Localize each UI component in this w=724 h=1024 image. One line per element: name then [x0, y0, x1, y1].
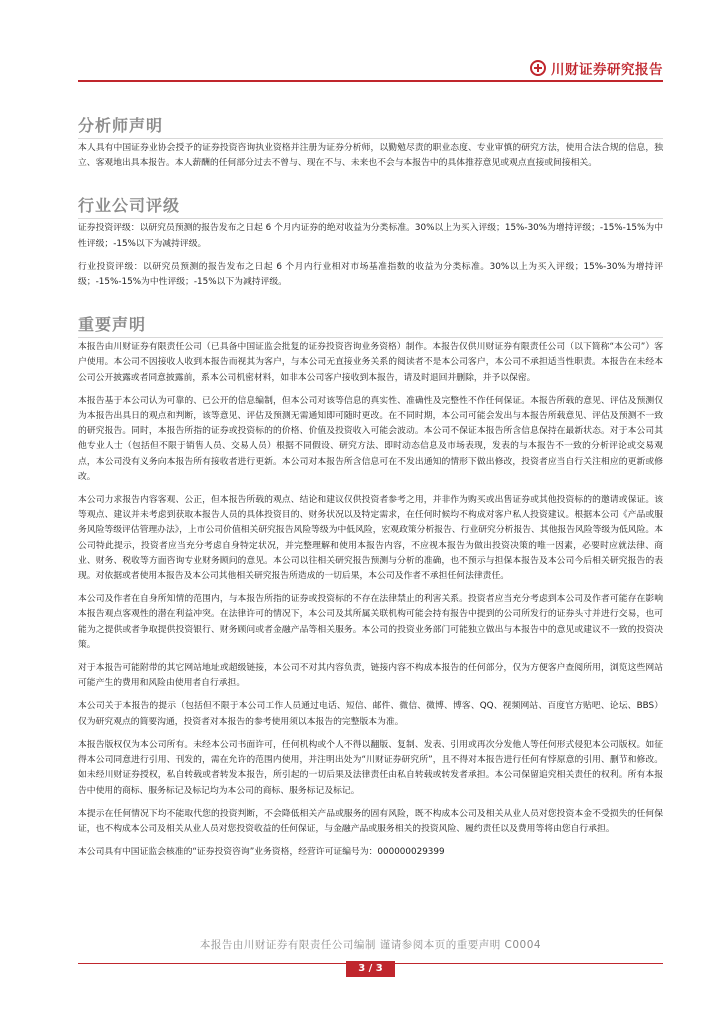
brand-logo [530, 58, 663, 78]
brand-name: 川财证券研究报告 [551, 62, 663, 78]
disclaimer-paragraph: 本公司及作者在自身所知情的范围内，与本报告所指的证券或投资标的不存在法律禁止的利害关系。投资者应当充分考虑到本公司及作者可能存在影响本报告观点客观性的潜在利益冲突。在法律许可的情况下，本公司及其所属关联机构可能会持有报告中提到的公司所发行的证券头寸并进行交易，也可能为之提供或者争取提供投资银行、财务顾问或者金融产品等相关服务。本公司的投资业务部门可能独立做出与本报告中的意见或建议不一致的投资决策。 [78, 594, 663, 650]
rating-securities: 证券投资评级：以研究员预测的报告发布之日起 6 个月内证券的绝对收益为分类标准。30%以上为买入评级；15%-30%为增持评级；-15%-15%为中性评级；-15%以下为减持评级。 [78, 223, 663, 249]
disclaimer-paragraph: 本报告基于本公司认为可靠的、已公开的信息编制，但本公司对该等信息的真实性、准确性及完整性不作任何保证。本报告所载的意见、评估及预测仅为本报告出具日的观点和判断，该等意见、评估及预测无需通知即可随时更改。在不同时期，本公司可能会发出与本报告所载意见、评估及预测不一致的研究报告。同时，本报告所指的证券或投资标的的价格、价值及投资收入可能会波动。本公司不保证本报告所含信息保持在最新状态。对于本公司其他专业人士（包括但不限于销售人员、交易人员）根据不同假设、研究方法、即时动态信息及市场表现，发表的与本报告不一致的分析评论或交易观点，本公司没有义务向本报告所有接收者进行更新。本公司对本报告所含信息可在不发出通知的情形下做出修改，投资者应当自行关注相应的更新或修改。 [78, 395, 663, 482]
disclaimer-paragraph: 本报告由川财证券有限责任公司（已具备中国证监会批复的证券投资咨询业务资格）制作。本报告仅供川财证券有限责任公司（以下简称“本公司”）客户使用。本公司不因接收人收到本报告而视其为客户，与本公司无直接业务关系的阅读者不是本公司客户，本公司不承担适当性职责。本报告在未经本公司公开披露或者同意披露前，系本公司机密材料，如非本公司客户接收到本报告，请及时退回并删除，并予以保密。 [78, 342, 663, 383]
section-title-analyst: 分析师声明 [78, 113, 663, 139]
page-number-wrap [78, 956, 663, 977]
disclaimer-paragraph: 本提示在任何情况下均不能取代您的投资判断，不会降低相关产品或服务的固有风险，既不构成本公司及相关从业人员对您投资本金不受损失的任何保证，也不构成本公司及相关从业人员对您投资收益的任何保证，与金融产品或服务相关的投资风险、履约责任以及费用等将由您自行承担。 [78, 808, 663, 834]
report-header [78, 50, 663, 82]
disclaimer-paragraph: 本公司关于本报告的提示（包括但不限于本公司工作人员通过电话、短信、邮件、微信、微博、博客、QQ、视频网站、百度官方贴吧、论坛、BBS）仅为研究观点的简要沟通，投资者对本报告的参考使用须以本报告的完整版本为准。 [78, 701, 663, 727]
disclaimer-paragraph: 本报告版权仅为本公司所有。未经本公司书面许可，任何机构或个人不得以翻版、复制、发表、引用或再次分发他人等任何形式侵犯本公司版权。如征得本公司同意进行引用、刊发的，需在允许的范围内使用，并注明出处为“川财证券研究所”，且不得对本报告进行任何有悖原意的引用、删节和修改。如未经川财证券授权，私自转载或者转发本报告，所引起的一切后果及法律责任由私自转载或转发者承担。本公司保留追究相关责任的权利。所有本报告中使用的商标、服务标记及标记均为本公司的商标、服务标记及标记。 [78, 739, 663, 796]
license-number: 本公司具有中国证监会核准的“证券投资咨询”业务资格，经营许可证编号为：000000029399 [78, 847, 445, 858]
report-body [78, 113, 663, 860]
footer-note: 本报告由川财证券有限责任公司编制 谨请参阅本页的重要声明 C0004 [199, 939, 542, 951]
disclaimer-paragraph: 对于本报告可能附带的其它网站地址或超级链接，本公司不对其内容负责，链接内容不构成本报告的任何部分，仅为方便客户查阅所用，浏览这些网站可能产生的费用和风险由使用者自行承担。 [78, 663, 663, 689]
analyst-statement: 本人具有中国证券业协会授予的证券投资咨询执业资格并注册为证券分析师，以勤勉尽责的职业态度、专业审慎的研究方法，使用合法合规的信息，独立、客观地出具本报告。本人薪酬的任何部分过去不曾与、现在不与、未来也不会与本报告中的具体推荐意见或观点直接或间接相关。 [78, 143, 663, 169]
section-title-rating: 行业公司评级 [78, 193, 663, 219]
chuancai-logo-icon [530, 60, 546, 76]
disclaimer-paragraph: 本公司力求报告内容客观、公正，但本报告所载的观点、结论和建议仅供投资者参考之用，并非作为购买或出售证券或其他投资标的的邀请或保证。该等观点、建议并未考虑到获取本报告人员的具体投资目的、财务状况以及特定需求，在任何时候均不构成对客户私人投资建议。根据本公司《产品或服务风险等级评估管理办法》，上市公司价值相关研究报告风险等级为中低风险，宏观政策分析报告、行业研究分析报告、其他报告风险等级为低风险。本公司特此提示，投资者应当充分考虑自身特定状况，并完整理解和使用本报告内容，不应视本报告为做出投资决策的唯一因素，必要时应就法律、商业、财务、税收等方面咨询专业财务顾问的意见。本公司以往相关研究报告预测与分析的准确，也不预示与担保本报告及本公司今后相关研究报告的表现。对依据或者使用本报告及本公司其他相关研究报告所造成的一切后果，本公司及作者不承担任何法律责任。 [78, 495, 663, 582]
page-number: 3 / 3 [346, 961, 395, 977]
section-title-disclaimer: 重要声明 [78, 312, 663, 338]
rating-industry: 行业投资评级：以研究员预测的报告发布之日起 6 个月内行业相对市场基准指数的收益为分类标准。30%以上为买入评级；15%-30%为增持评级；-15%-15%为中性评级；-15%以下为减持评级。 [78, 261, 663, 288]
